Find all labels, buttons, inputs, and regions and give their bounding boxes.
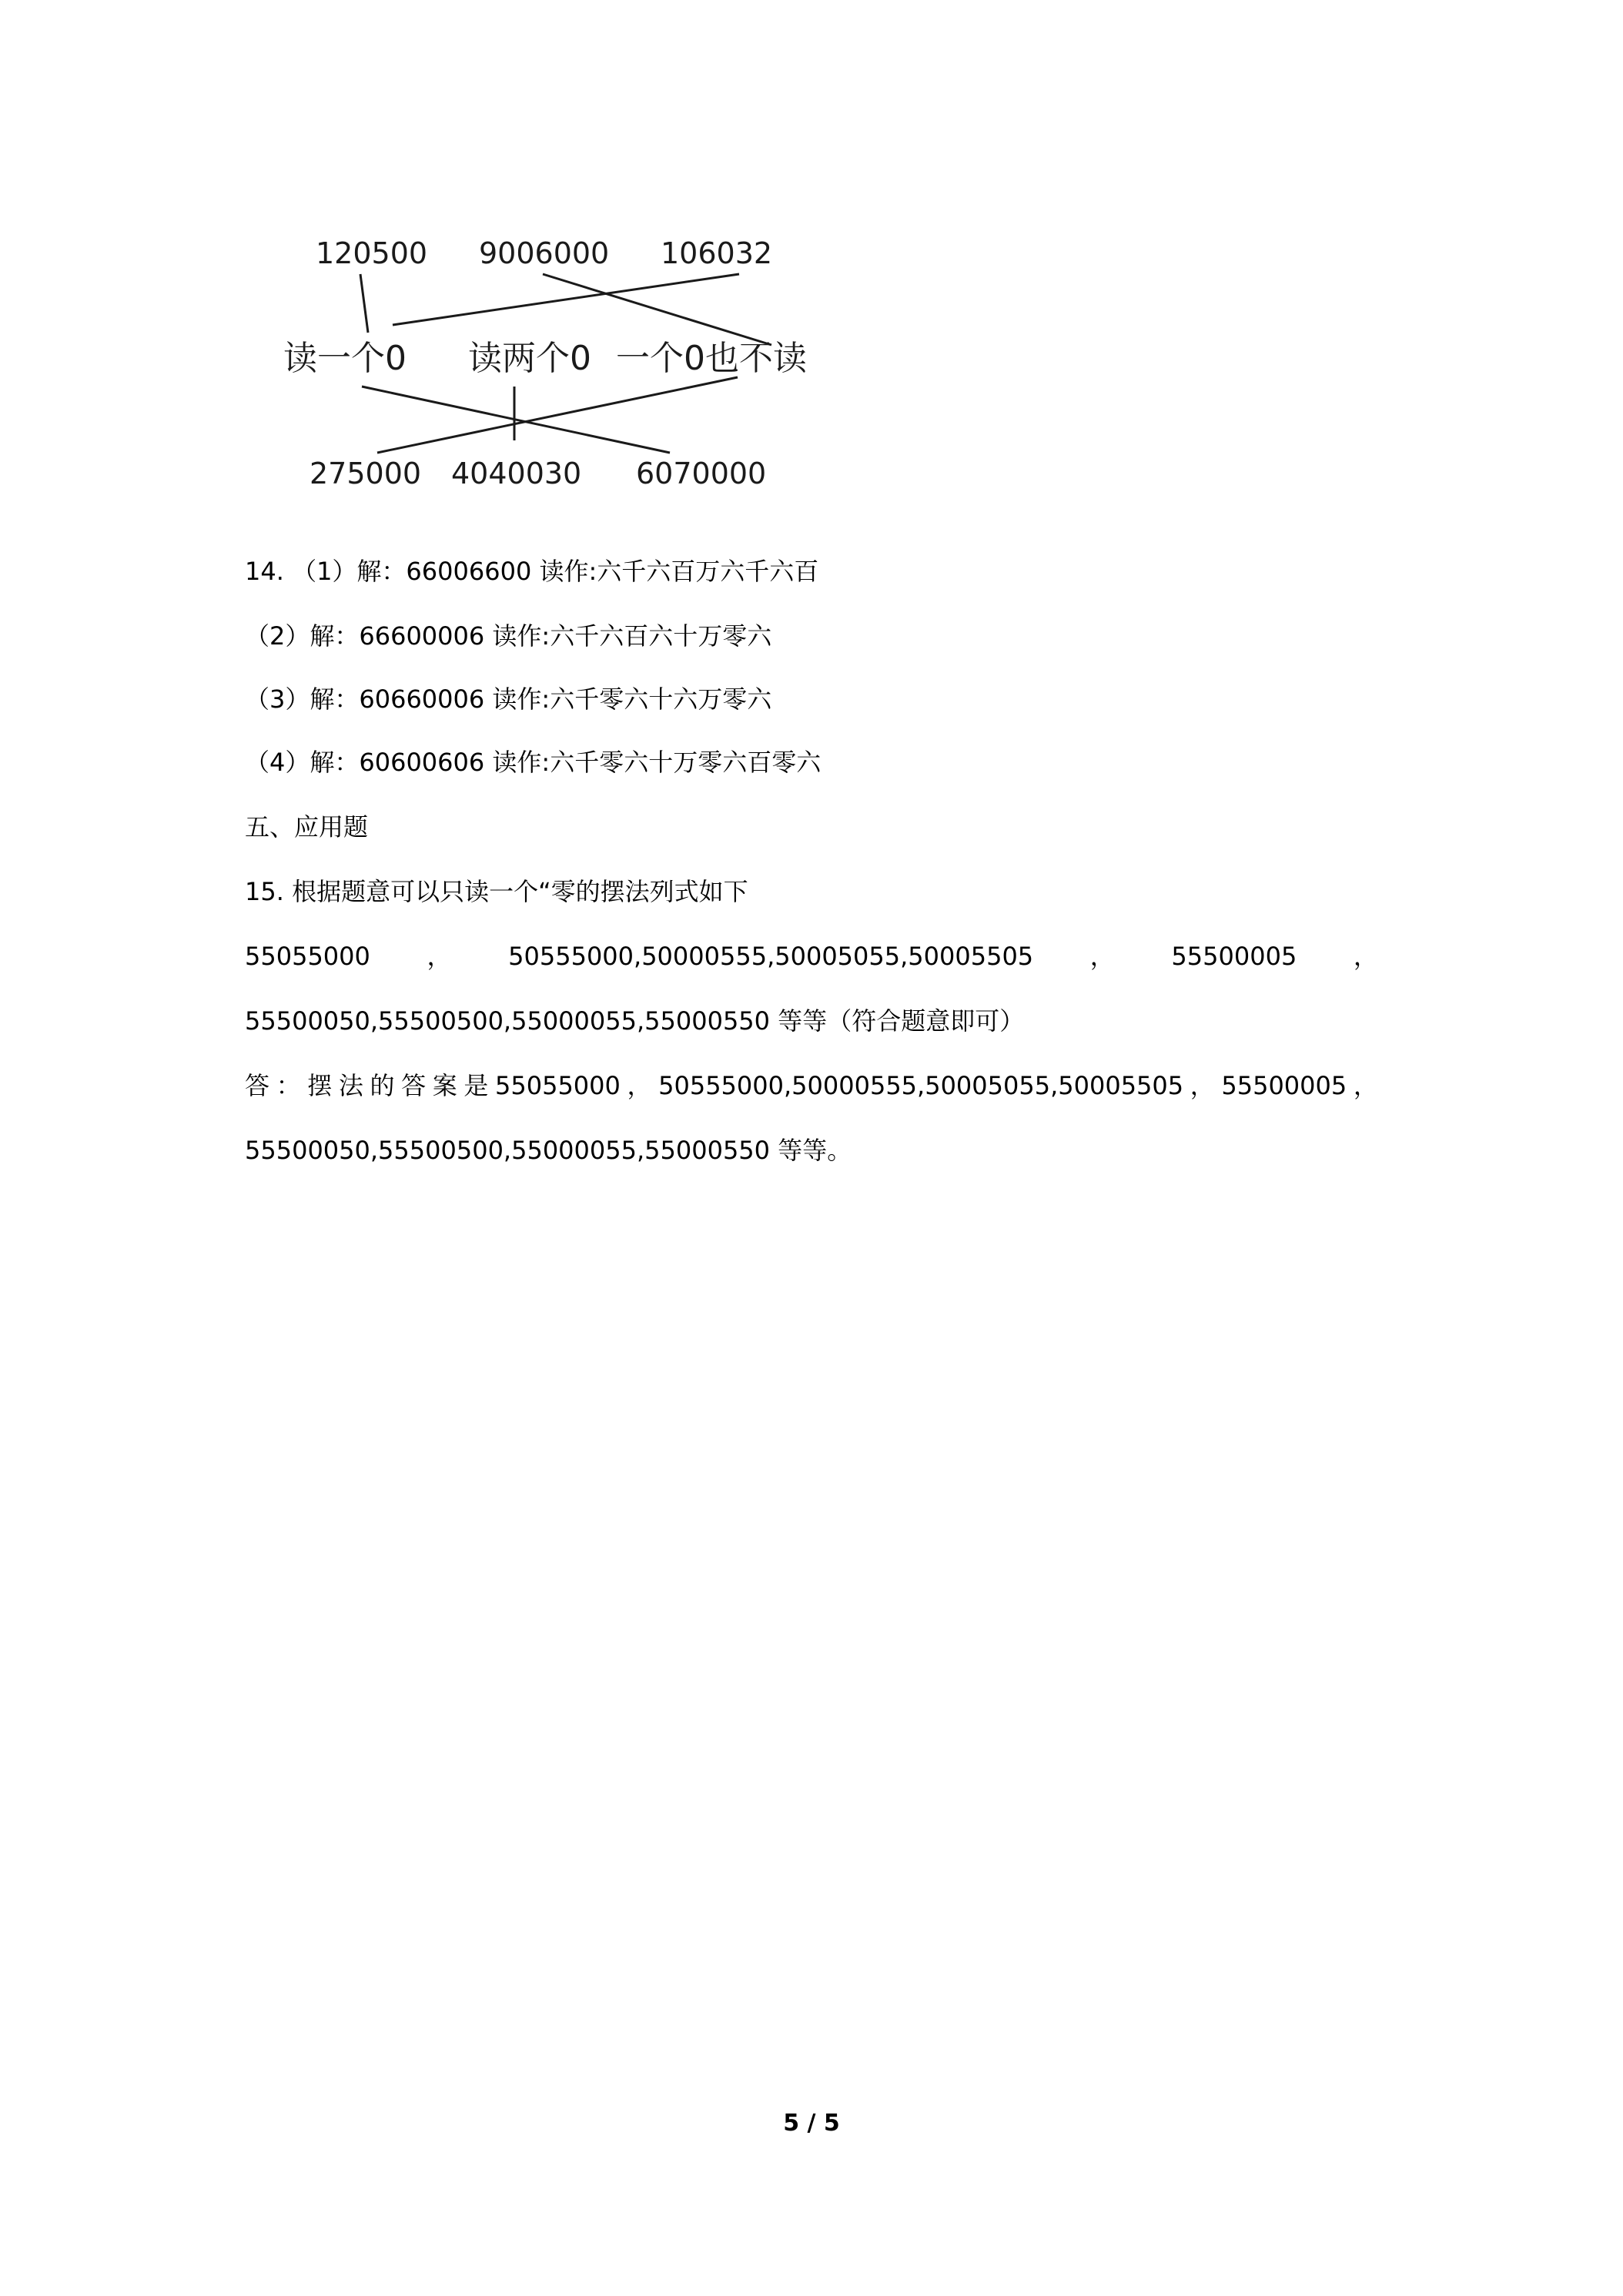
number-reading-matching-figure: [0, 0, 1623, 539]
q15-answer-row-2: 55500050,55500500,55000055,55000550 等等。: [245, 1136, 852, 1165]
answer-token: 55055000: [495, 1071, 621, 1100]
answer-token: 50555000,50000555,50005055,50005505: [658, 1071, 1184, 1100]
q15-answer-row-1: [245, 1070, 1378, 1101]
bottom-number-2: 4040030: [451, 457, 582, 490]
answer-token: ，: [1190, 1071, 1215, 1100]
answer-token: 的: [370, 1071, 395, 1100]
answer-token: ，: [627, 1071, 652, 1100]
q15-row-1-item: ，: [1089, 942, 1115, 971]
label-read-two-zeros: 读两个0: [468, 339, 591, 378]
top-number-1: 120500: [316, 236, 428, 270]
connector-one-zero-to-6070000: [362, 387, 670, 453]
top-number-3: 106032: [661, 236, 773, 270]
bottom-number-3: 6070000: [636, 457, 767, 490]
answer-token: 法: [338, 1071, 363, 1100]
answer-token: ：: [276, 1071, 301, 1100]
page-number: 5 / 5: [783, 2110, 840, 2137]
q15-row-1-item: ，: [427, 942, 452, 971]
answer-token: 是: [463, 1071, 489, 1100]
q15-row-1-item: ，: [1353, 942, 1378, 971]
q14-line-3: （3）解：60660006 读作:六千零六十六万零六: [245, 684, 772, 714]
q15-intro: 15. 根据题意可以只读一个“零的摆法列式如下: [245, 877, 748, 906]
answer-token: 55500005: [1221, 1071, 1347, 1100]
q15-row-1: [245, 941, 1378, 972]
answer-token: 答: [245, 1071, 270, 1100]
section-heading-application: 五、应用题: [245, 812, 369, 842]
connector-9006000-to-no-zero: [543, 274, 771, 345]
q14-line-1: 14. （1）解：66006600 读作:六千六百万六千六百: [245, 557, 819, 586]
label-read-no-zero: 一个0也不读: [616, 339, 807, 378]
q14-line-2: （2）解：66600006 读作:六千六百六十万零六: [245, 621, 772, 651]
q15-row-1-item: 55500005: [1171, 942, 1297, 971]
top-number-2: 9006000: [479, 236, 610, 270]
answer-token: 案: [432, 1071, 457, 1100]
bottom-number-1: 275000: [310, 457, 422, 490]
q14-line-4: （4）解：60600606 读作:六千零六十万零六百零六: [245, 748, 822, 777]
q15-row-1-item: 55055000: [245, 942, 370, 971]
q15-row-2: 55500050,55500500,55000055,55000550 等等（符合题意即可）: [245, 1006, 1025, 1036]
label-read-one-zero: 读一个0: [283, 339, 407, 378]
q15-row-1-item: 50555000,50000555,50005055,50005505: [508, 942, 1034, 971]
answer-token: ，: [1353, 1071, 1378, 1100]
connector-120500-to-one-zero: [360, 274, 368, 333]
connector-no-zero-to-275000: [377, 377, 738, 453]
answer-token: 摆: [307, 1071, 333, 1100]
answer-token: 答: [401, 1071, 427, 1100]
